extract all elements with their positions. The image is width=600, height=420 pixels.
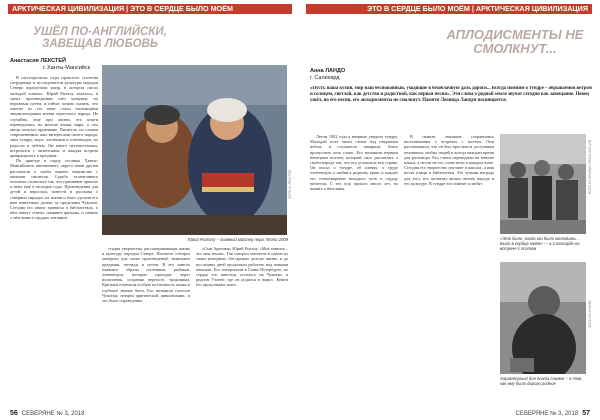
magazine-issue: СЕВЕРЯНЕ № 3, 2018 — [21, 411, 85, 417]
column-text: стадия творчества, рассматривающая жизнь и культуру народов Севера. Писатель собирал материал для своих произведений, записывал предания, легенды и песни. В его книгах оживают образы охотников, рыбаков, оленеводов, которые проходят через испытания, сохраняя верность традициям. Критики отмечали особую поэтичность языка и глубокое знание быта. Его называли голосом Чукотки, певцом арктической цивилизации, и это было справедливо. — [102, 246, 190, 304]
portrait-photo — [102, 65, 287, 235]
page-footer — [10, 410, 84, 417]
page-number: 56 — [10, 410, 18, 417]
column-text: «Сын Арктики» Юрий Рытхэу. «Моё главное – это моя земля». Так говорил писатель в одном из своих интервью. Он прожил долгую жизнь, и до последних дней продолжал работать над новыми книгами. Его похоронили в Санкт-Петербурге, но сердце его навсегда осталось на Чукотке, в родном Уэлене, где он родился и вырос. Книги его продолжают жить. — [196, 246, 288, 288]
article-column-2 — [102, 246, 190, 396]
article-lead: «Пусть наша кухня, мир наш беспокойный, уходящие в безоблачную даль дороги... Всегда помним о тундре – обрываемой ветром и солнцем, светлой, как детство и радостной, как первая песня». Эти слова о родной земле звучат сегодня как завещание. Певец ушёл, но его песни, его аплодисменты не смолкнут. Памяти Леонида Лапцуя посвящается. — [310, 86, 592, 103]
byline — [10, 58, 90, 72]
group-photo — [500, 134, 586, 234]
right-page — [300, 0, 600, 420]
photo-credit: ФОТО ИЗ АРХИВА СЕМЬИ ЛАПЦУЙ — [588, 140, 592, 195]
article-column-1 — [310, 134, 398, 398]
byline — [310, 68, 345, 82]
photo-caption: Характерный для поэта снимок – о том, как ему было дорого родное — [500, 376, 583, 387]
article-column-3 — [196, 246, 288, 396]
magazine-issue: СЕВЕРЯНЕ № 3, 2018 — [515, 411, 579, 417]
photo-caption: «Это было, когда мы были молодыми... Было в сердце моём» — в Салехарде на встрече с поэтом — [500, 236, 580, 252]
photo-credit: ФОТО А. ЛЕКСТЕЙ — [288, 170, 292, 199]
column-text: В шестидесятые годы прошлого столетия сотрудники и исследователи культуры народов Севера определили жанр, в котором писал молодой эскимос. Юрий Рытхэу, казалось, в своих произведениях шёл мощным, но неровным путём, и сейчас можно сказать, что многие из его книг стали настоящими энциклопедиями жизни чукотского народа. Не случайно, ещё при жизни, его книги переводились на многие языки мира, а сам автор получал признание. Писатель, по словам современников, жил интересами своего народа, знал тундру, море, охотников и оленеводов, их радости и заботы. Он много путешествовал, встречался с читателями, и каждая встреча превращалась в праздник. — [10, 75, 98, 159]
photo-caption: Юрий Рытхэу – главный мастер пера. Фото 2009 — [187, 237, 288, 242]
section-header-text: ЭТО В СЕРДЦЕ БЫЛО МОЁМ | АРКТИЧЕСКАЯ ЦИВИЛИЗАЦИЯ — [367, 4, 588, 13]
column-text: По приезде в город столицы Ханты-Мансийского автономного округа наши друзья рассказали о своём первом знакомстве с книгами писателя. Судьба талантливого человека сложилась так, что признание пришло к нему ещё в молодые годы. Произведения для детей и взрослых, повести и рассказы о северных народах, их жизни и быте сделали его имя известным далеко за пределами Чукотки. Сегодня его книги хранятся в библиотеках, о нём пишут статьи, снимают фильмы, и память о нём жива в сердцах земляков. — [10, 158, 98, 221]
article-column-2 — [404, 134, 494, 398]
photo-credit: ФОТО ИЗ АРХИВА — [588, 300, 592, 328]
section-header-text: АРКТИЧЕСКАЯ ЦИВИЛИЗАЦИЯ | ЭТО В СЕРДЦЕ БЫЛО МОЁМ — [12, 4, 233, 13]
column-text: В памяти земляков сохранились воспоминания о встречах с поэтом. Они рассказывали, что он был простым и доступным человеком, любил людей и всегда находил время для разговора. Его стихи переводили на многие языки, а песни на его слова пели в каждом чуме. Сегодня его творчество изучают в школах, а имя носят улицы и библиотеки. Это лучшая награда для того, кто посвятил жизнь своему народу и его культуре. В тундре его помнят и любят. — [404, 134, 494, 186]
portrait-photo — [500, 262, 586, 374]
author-place: г. Ханты-Мансийск — [42, 65, 90, 71]
article-title: АПЛОДИСМЕНТЫ НЕ СМОЛКНУТ... — [446, 27, 584, 56]
section-header — [306, 4, 592, 14]
archive-photo-1 — [500, 134, 586, 234]
author-name: Анна ЛАНДО — [310, 68, 346, 74]
author-place: г. Салехард — [310, 75, 340, 81]
page-footer — [516, 410, 590, 417]
column-text: Летом 1982 года я впервые увидела тундру. Молодой поэт читал стихи под открытым небом, и слушатели замирали, боясь пропустить хоть слово. Его называли первым ненецким поэтом, который смог рассказать о своём народе так, что его услышала вся страна. Он писал о тундре, об оленях, о труде оленеводов, о любви к родному краю, и каждое его стихотворение находило путь к сердцу читателя. С тех пор прошло много лет, но память о нём жива. — [310, 134, 398, 192]
article-title: УШЁЛ ПО-АНГЛИЙСКИ, ЗАВЕЩАВ ЛЮБОВЬ — [33, 26, 167, 51]
page-number: 57 — [582, 410, 590, 417]
archive-photo-2 — [500, 262, 586, 374]
article-column-1 — [10, 75, 98, 395]
section-header — [8, 4, 292, 14]
author-name: Анастасия ЛЕКСТЕЙ — [10, 58, 66, 64]
article-photo — [102, 65, 287, 235]
